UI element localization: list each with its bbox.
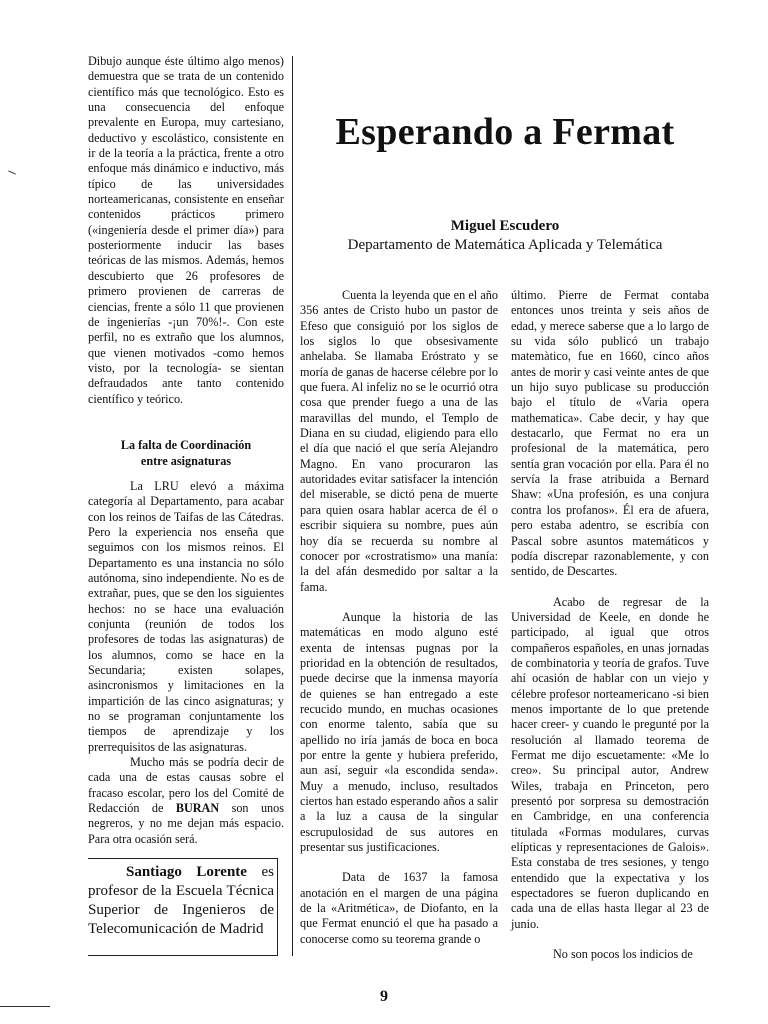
right-column [511, 288, 709, 962]
left-paragraph-2: La LRU elevó a máxima categoría al Departamento, para acabar con los reinos de Taifas de las Cátedras. Pero la experiencia nos enseña que seguimos con los mismos reinos. El Departamento es una instancia no sólo autónoma, sino independiente. No es de extrañar, pues, que se den los siguientes hechos: no se hace una evaluación conjunta (reunión de todos los profesores de todas las asignaturas) de los alumnos, como se hace en la Secundaria; existen solapes, asincronismos y limitaciones en la impartición de las cinco asignaturas; y no se programan conjuntamente los tiempos de aprendizaje y los prerrequisitos de las asignaturas. [88, 478, 284, 754]
author-bio-box [88, 858, 278, 956]
middle-paragraph-3: Data de 1637 la famosa anotación en el margen de una página de la «Aritmética», de Diofanto, en la que Fermat enunció el que ha pasado a conocerse como su teorema grande o [300, 870, 498, 946]
subheading-line-2: entre asignaturas [140, 453, 232, 468]
magazine-name: BURAN [175, 801, 220, 816]
left-column [88, 54, 284, 847]
left-paragraph-3 [88, 755, 284, 847]
bio-description: es profesor de la Escuela Técnica Superior de Ingenieros de Telecomunicación de Madrid [88, 864, 274, 937]
author-name: Miguel Escudero [450, 218, 560, 234]
bio-author-name: Santiago Lorente [126, 864, 247, 880]
middle-paragraph-1: Cuenta la leyenda que en el año 356 antes de Cristo hubo un pastor de Efeso que consiguió por los siglos de los siglos lo que obsesivamente anhelaba. Se llamaba Eróstrato y se moría de ganas de hacerse célebre por lo que fuera. Al infeliz no se le ocurrió otra cosa que prender fuego a una de las maravillas del mundo, el Templo de Diana en su ciudad, eligiendo para ello el día que nació el que sería Alejandro Magno. En vano procuraron las autoridades evitar satisfacer la intención del miserable, se dictó pena de muerte para quien osara hablar acerca de él o escribir siquiera su nombre, pues aún hoy día se recuerda su nombre al conocer por «crostratismo» una manía: la del afán desmedido por saltar a la fama. [300, 288, 498, 594]
author-department: Departamento de Matemática Aplicada y Telemática [347, 237, 663, 253]
left-paragraph-3-end: son unos negreros, y no me dejan más espacio. Para otra ocasión será. [88, 801, 284, 846]
footer-rule [0, 1006, 50, 1007]
subheading-line-1: La falta de Coordinación [120, 437, 252, 452]
section-subheading [88, 437, 284, 469]
author-bio-text [88, 863, 274, 939]
right-paragraph-1: último. Pierre de Fermat contaba entonces unos treinta y seis años de edad, y merece saberse que a lo largo de su vida sólo publicó un trabajo matemàtico, fue en 1660, cinco años antes de morir y casi veinte antes de que un hijo suyo publicase su producción bajo el título de «Varia opera mathematica». Cabe decir, y hay que destacarlo, que Fermat no era un profesional de la matemática, pero sentía gran vocación por ella. Para él no servía la frase atribuida a Bernard Shaw: «Una profesión, es una conjura contra los profanos». Él era de afuera, pero estaba adentro, se escribía con Pascal sobre asuntos matemáticos y podía discrepar razonablemente, y con sentido, de Descartes. [511, 288, 709, 579]
margin-mark [8, 170, 16, 174]
page-number: 9 [380, 988, 388, 1005]
right-paragraph-3: No son pocos los indicios de [553, 947, 693, 962]
right-paragraph-2: Acabo de regresar de la Universidad de Keele, en donde he participado, al igual que otros compañeros españoles, en unas jornadas de combinatoria y teoría de grafos. Tuve ahí ocasión de hablar con un viejo y célebre profesor norteamericano -si bien menos importante de lo que pretende hacer creer- y cuando le pregunté por la resolución al llamado teorema de Fermat me dijo escuetamente: «Me lo creo». Su principal autor, Andrew Wiles, trabaja en Princeton, pero presentó por sorpresa su demostración en Cambridge, en una conferencia titulada «Formas modulares, curvas elípticas y representaciones de Galois». Esta constaba de tres sesiones, y tengo entendido que la expectativa y los espectadores se fueron duplicando en cada una de ellas hasta llegar al 23 de junio. [511, 594, 709, 931]
middle-column [300, 288, 498, 947]
article-title: Esperando a Fermat [335, 111, 675, 153]
left-paragraph-1: Dibujo aunque éste último algo menos) demuestra que se trata de un contenido científico más que tecnológico. Esto es una consecuencia del enfoque prevalente en Europa, muy cartesiano, deductivo y escolástico, consistente en ir de la teoría a la práctica, frente a otro enfoque más dinámico e inductivo, más típico de las universidades norteamericanas, consistente en enseñar contenidos prácticos primero («ingeniería desde el primer día») para posteriormente inducir las bases teóricas de las mismos. Además, hemos descubierto que 26 profesores de primero provienen de carreras de ciencias, frente a sólo 11 que provienen de ingenierías -¡un 70%!-. Con este perfil, no es extraño que los alumnos, que vienen motivados -como hemos visto, por la tecnología- se sientan defraudados ante tanto contenido científico y teórico. [88, 54, 284, 406]
left-paragraph-3-start: Mucho más se podría decir de cada una de estas causas sobre el fracaso escolar, pero los del Comité de Redacción de [88, 755, 284, 816]
column-divider [292, 56, 293, 956]
middle-paragraph-2: Aunque la historia de las matemáticas en modo alguno esté exenta de intensas pugnas por la prioridad en la obtención de resultados, puede decirse que la inmensa mayoría de quienes se han entregado a este recucido mundo, en muchas ocasiones con enorme talento, sabía que su apellido no iría jamás de boca en boca por entre la gente y hubiera preferido, aun así, seguir «la escondida senda». Muy a menudo, incluso, resultados ciertos han estado esperando años a salir a la luz a causa de la singular escrupulosidad de sus autores en presentar sus justificaciones. [300, 609, 498, 855]
